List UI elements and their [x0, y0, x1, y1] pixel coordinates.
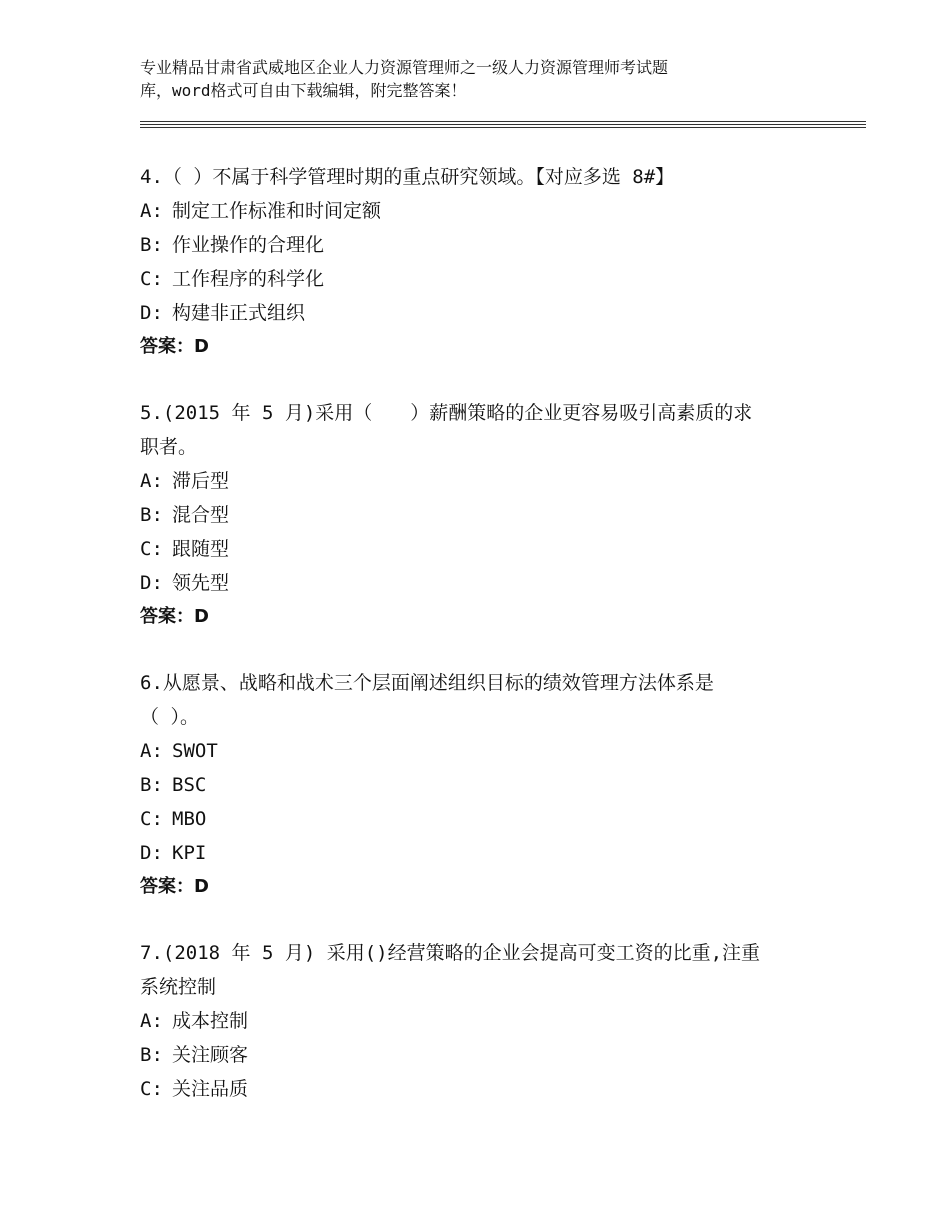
option-c — [140, 262, 820, 296]
question-4 — [140, 160, 820, 364]
option-letter: A: — [140, 470, 163, 492]
answer-line: 答案：D — [140, 876, 209, 897]
option-text: 关注顾客 — [172, 1044, 249, 1066]
answer-line: 答案：D — [140, 336, 209, 357]
option-b — [140, 228, 820, 262]
option-text: 关注品质 — [172, 1078, 249, 1100]
option-letter: A: — [140, 200, 163, 222]
option-b — [140, 498, 820, 532]
option-c — [140, 1072, 820, 1106]
option-text: 成本控制 — [172, 1010, 249, 1032]
option-letter: A: — [140, 1010, 163, 1032]
option-letter: B: — [140, 774, 163, 796]
option-text: 领先型 — [172, 572, 230, 594]
option-letter: C: — [140, 538, 163, 560]
header-line-2: 库，word格式可自由下载编辑，附完整答案！ — [140, 81, 467, 100]
option-text: 滞后型 — [172, 470, 230, 492]
question-text-continued: 系统控制 — [140, 976, 217, 998]
option-text: 构建非正式组织 — [172, 302, 306, 324]
option-a — [140, 734, 820, 768]
option-letter: B: — [140, 504, 163, 526]
option-d — [140, 836, 820, 870]
option-letter: B: — [140, 1044, 163, 1066]
question-text: 6.从愿景、战略和战术三个层面阐述组织目标的绩效管理方法体系是 — [140, 672, 714, 694]
question-6 — [140, 666, 820, 904]
option-d — [140, 296, 820, 330]
question-7 — [140, 936, 820, 1106]
option-text: KPI — [172, 842, 207, 864]
option-text: MBO — [172, 808, 207, 830]
option-b — [140, 1038, 820, 1072]
option-text: 制定工作标准和时间定额 — [172, 200, 382, 222]
option-letter: B: — [140, 234, 163, 256]
header-rule-middle — [140, 124, 866, 125]
option-text: 工作程序的科学化 — [172, 268, 325, 290]
option-letter: C: — [140, 1078, 163, 1100]
option-a — [140, 464, 820, 498]
option-text: 作业操作的合理化 — [172, 234, 325, 256]
option-letter: D: — [140, 302, 163, 324]
answer-line: 答案：D — [140, 606, 209, 627]
question-text: 5.(2015 年 5 月)采用（ ）薪酬策略的企业更容易吸引高素质的求 — [140, 402, 753, 424]
question-text-continued: （ ）。 — [140, 706, 199, 728]
question-list — [140, 160, 820, 1138]
header-rule-top — [140, 121, 866, 122]
option-text: SWOT — [172, 740, 218, 762]
option-a — [140, 194, 820, 228]
question-text: 7.(2018 年 5 月) 采用()经营策略的企业会提高可变工资的比重,注重 — [140, 942, 761, 964]
option-letter: D: — [140, 842, 163, 864]
option-letter: C: — [140, 808, 163, 830]
option-b — [140, 768, 820, 802]
option-d — [140, 566, 820, 600]
question-5 — [140, 396, 820, 634]
option-a — [140, 1004, 820, 1038]
option-text: BSC — [172, 774, 207, 796]
question-text-continued: 职者。 — [140, 436, 198, 458]
option-letter: D: — [140, 572, 163, 594]
option-c — [140, 532, 820, 566]
option-text: 混合型 — [172, 504, 230, 526]
document-header — [140, 56, 780, 102]
question-text: 4.（ ）不属于科学管理时期的重点研究领域。【对应多选 8#】 — [140, 166, 675, 188]
option-c — [140, 802, 820, 836]
option-letter: C: — [140, 268, 163, 290]
option-letter: A: — [140, 740, 163, 762]
header-line-1: 专业精品甘肃省武威地区企业人力资源管理师之一级人力资源管理师考试题 — [140, 58, 669, 77]
header-rule-bottom — [140, 127, 866, 128]
option-text: 跟随型 — [172, 538, 230, 560]
